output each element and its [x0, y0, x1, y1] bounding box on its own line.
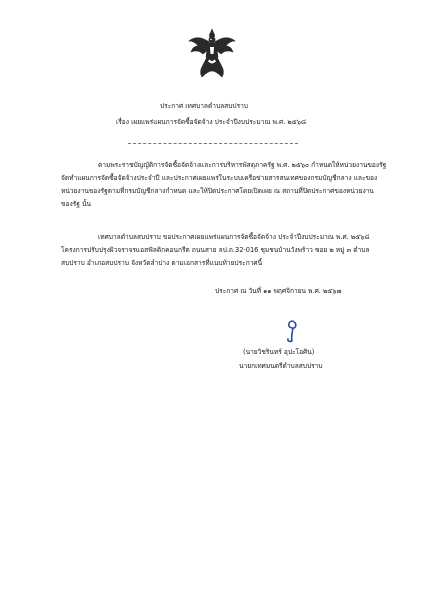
paragraph-1-line: ของรัฐ นั้น [61, 200, 91, 208]
paragraph-2-line: สบปราบ อำเภอสบปราบ จังหวัดลำปาง ตามเอกสารที่แนบท้ายประกาศนี้ [61, 259, 263, 267]
garuda-emblem [187, 27, 237, 79]
subject-line: เรื่อง เผยแพร่แผนการจัดซื้อจัดจ้าง ประจำปีงบประมาณ พ.ศ. ๒๕๖๘ [116, 118, 307, 126]
paragraph-1-line: ตามพระราชบัญญัติการจัดซื้อจัดจ้างและการบริหารพัสดุภาครัฐ พ.ศ. ๒๕๖๐ กำหนดให้หน่วยงานของรัฐ [98, 161, 387, 169]
signer-name: (นายวิชรินทร์ อุปะโอศิน) [243, 348, 315, 356]
handwritten-signature [281, 318, 303, 344]
signer-position: นายกเทศมนตรีตำบลสบปราบ [239, 362, 323, 370]
paragraph-2-line: โครงการปรับปรุงผิวจราจรแอสฟัลติกคอนกรีต ถนนสาย ลป.ถ.32-016 ชุมชนบ้านวังพร้าว ซอย ๒ หมู่ ๓ ตำบล [61, 246, 370, 254]
divider [128, 143, 298, 144]
paragraph-2-line: เทศบาลตำบลสบปราบ ขอประกาศเผยแพร่แผนการจัดซื้อจัดจ้าง ประจำปีงบประมาณ พ.ศ. ๒๕๖๘ [98, 233, 370, 241]
paragraph-1-line: จัดทำแผนการจัดซื้อจัดจ้างประจำปี และประกาศเผยแพร่ในระบบเครือข่ายสารสนเทศของกรมบัญชีกลาง และของ [61, 174, 378, 182]
date-line: ประกาศ ณ วันที่ ๑๑ พฤศจิกายน พ.ศ. ๒๕๖๗ [215, 287, 342, 295]
issuer-line: ประกาศ เทศบาลตำบลสบปราบ [160, 102, 248, 110]
paragraph-1-line: หน่วยงานของรัฐตามที่กรมบัญชีกลางกำหนด และให้ปิดประกาศโดยเปิดเผย ณ สถานที่ปิดประกาศของหน่วยงาน [61, 187, 374, 195]
